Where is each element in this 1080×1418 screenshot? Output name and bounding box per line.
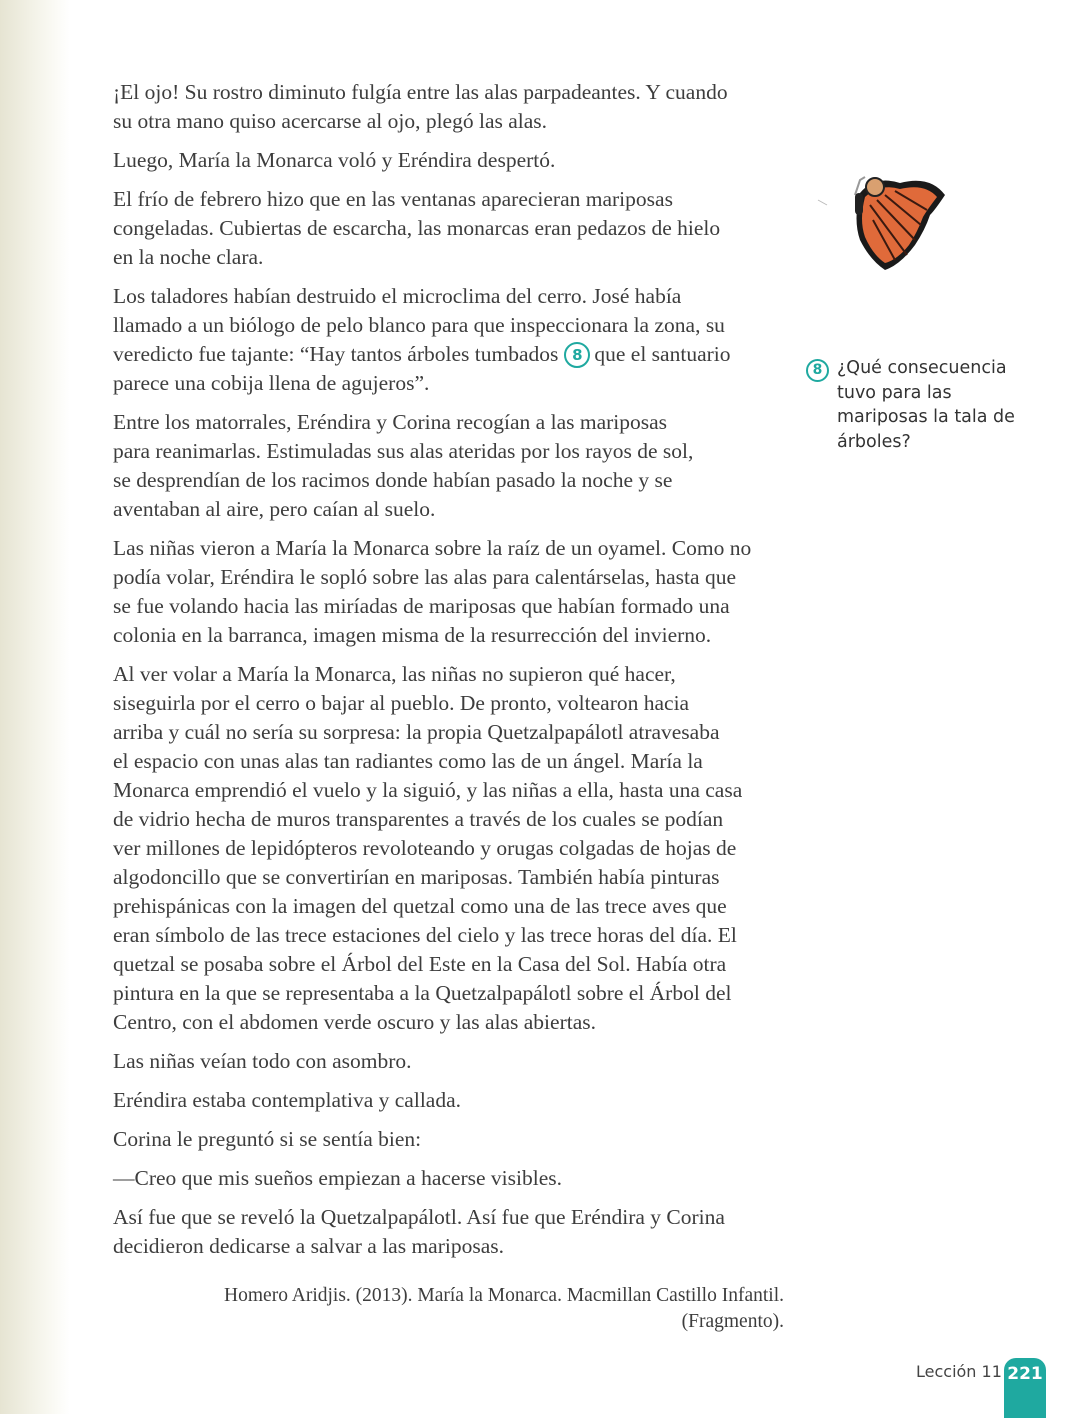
line-text: que el santuario — [594, 342, 731, 366]
line-text: —Creo que mis sueños empiezan a hacerse visibles. — [113, 1166, 562, 1190]
citation-line: Homero Aridjis. (2013). María la Monarca. Macmillan Castillo Infantil. — [224, 1285, 784, 1306]
line-text: El frío de febrero hizo que en las ventanas aparecieran mariposas — [113, 187, 673, 211]
text-line — [113, 805, 803, 834]
text-line — [113, 466, 803, 495]
text-line — [113, 747, 803, 776]
text-line — [113, 921, 803, 950]
paragraph — [113, 185, 803, 272]
line-text: de vidrio hecha de muros transparentes a través de los cuales se podían — [113, 807, 724, 831]
line-text: pintura en la que se representaba a la Quetzalpapálotl sobre el Árbol del — [113, 981, 732, 1005]
text-line — [113, 563, 803, 592]
line-text: eran símbolo de las trece estaciones del cielo y las trece horas del día. El — [113, 923, 737, 947]
paragraph — [113, 408, 803, 524]
line-text: ¡El ojo! Su rostro diminuto fulgía entre las alas parpadeantes. Y cuando — [113, 80, 728, 104]
line-text: el espacio con unas alas tan radiantes como las de un ángel. María la — [113, 749, 703, 773]
monarch-butterfly-image — [815, 165, 955, 275]
line-text: podía volar, Eréndira le sopló sobre las alas para calentárselas, hasta que — [113, 565, 736, 589]
text-line — [113, 689, 803, 718]
paragraph — [113, 1125, 803, 1154]
line-text: Los taladores habían destruido el microclima del cerro. José había — [113, 284, 682, 308]
text-line — [113, 1164, 803, 1193]
story-text — [113, 78, 803, 1271]
text-line — [113, 146, 803, 175]
line-text: colonia en la barranca, imagen misma de la resurrección del invierno. — [113, 623, 712, 647]
line-text: se fue volando hacia las miríadas de mariposas que habían formado una — [113, 594, 730, 618]
text-line — [113, 834, 803, 863]
line-text: Entre los matorrales, Eréndira y Corina recogían a las mariposas — [113, 410, 668, 434]
text-line — [113, 950, 803, 979]
text-line — [113, 621, 803, 650]
question-text: ¿Qué consecuencia tuvo para las mariposas la tala de árboles? — [837, 358, 1015, 452]
line-text: en la noche clara. — [113, 245, 264, 269]
text-line — [113, 437, 803, 466]
text-line — [113, 1047, 803, 1076]
text-line — [113, 311, 803, 340]
text-line — [113, 185, 803, 214]
question-number-badge: 8 — [806, 359, 829, 382]
line-text: Las niñas vieron a María la Monarca sobre la raíz de un oyamel. Como no — [113, 536, 752, 560]
line-text: veredicto fue tajante: “Hay tantos árboles tumbados — [113, 342, 559, 366]
line-text: aventaban al aire, pero caían al suelo. — [113, 497, 436, 521]
text-line — [113, 369, 803, 398]
text-line — [113, 863, 803, 892]
line-text: Luego, María la Monarca voló y Eréndira despertó. — [113, 148, 556, 172]
line-text: congeladas. Cubiertas de escarcha, las monarcas eran pedazos de hielo — [113, 216, 721, 240]
paragraph — [113, 660, 803, 1037]
text-line — [113, 78, 803, 107]
paragraph — [113, 534, 803, 650]
paragraph — [113, 1203, 803, 1261]
text-line — [113, 408, 803, 437]
line-text: Corina le preguntó si se sentía bien: — [113, 1127, 422, 1151]
text-line — [113, 282, 803, 311]
line-text: Monarca emprendió el vuelo y la siguió, y las niñas a ella, hasta una casa — [113, 778, 743, 802]
paragraph — [113, 282, 803, 398]
line-text: prehispánicas con la imagen del quetzal como una de las trece aves que — [113, 894, 727, 918]
line-text: para reanimarlas. Estimuladas sus alas ateridas por los rayos de sol, — [113, 439, 694, 463]
text-line — [113, 214, 803, 243]
text-line — [113, 1125, 803, 1154]
line-text: decidieron dedicarse a salvar a las mariposas. — [113, 1234, 505, 1258]
line-text: su otra mano quiso acercarse al ojo, plegó las alas. — [113, 109, 548, 133]
text-line — [113, 1086, 803, 1115]
line-text: llamado a un biólogo de pelo blanco para que inspeccionara la zona, su — [113, 313, 725, 337]
text-line — [113, 1232, 803, 1261]
citation — [224, 1283, 784, 1335]
line-text: siseguirla por el cerro o bajar al pueblo. De pronto, voltearon hacia — [113, 691, 690, 715]
text-line — [113, 776, 803, 805]
line-text: Eréndira estaba contemplativa y callada. — [113, 1088, 462, 1112]
lesson-label: Lección 11 — [916, 1362, 1002, 1381]
line-text: Las niñas veían todo con asombro. — [113, 1049, 412, 1073]
paragraph — [113, 146, 803, 175]
text-line — [113, 243, 803, 272]
text-line — [113, 340, 803, 369]
text-line — [113, 1203, 803, 1232]
line-text: Centro, con el abdomen verde oscuro y las alas abiertas. — [113, 1010, 596, 1034]
paragraph — [113, 1086, 803, 1115]
text-line — [113, 979, 803, 1008]
text-line — [113, 660, 803, 689]
line-text: ver millones de lepidópteros revoloteando y orugas colgadas de hojas de — [113, 836, 737, 860]
paragraph — [113, 1047, 803, 1076]
line-text: algodoncillo que se convertirían en mariposas. También había pinturas — [113, 865, 720, 889]
line-text: se desprendían de los racimos donde habían pasado la noche y se — [113, 468, 673, 492]
line-text: arriba y cuál no sería su sorpresa: la propia Quetzalpapálotl atravesaba — [113, 720, 720, 744]
page-edge-shadow — [0, 0, 70, 1414]
question-marker-badge: 8 — [564, 342, 590, 368]
line-text: quetzal se posaba sobre el Árbol del Este en la Casa del Sol. Había otra — [113, 952, 727, 976]
page-number: 221 — [1004, 1358, 1046, 1418]
text-line — [113, 592, 803, 621]
line-text: Así fue que se reveló la Quetzalpapálotl. Así fue que Eréndira y Corina — [113, 1205, 725, 1229]
text-line — [113, 718, 803, 747]
paragraph — [113, 78, 803, 136]
citation-line: (Fragmento). — [681, 1311, 784, 1332]
text-line — [113, 495, 803, 524]
margin-question — [806, 356, 1017, 454]
text-line — [113, 107, 803, 136]
line-text: parece una cobija llena de agujeros”. — [113, 371, 430, 395]
text-line — [113, 1008, 803, 1037]
paragraph — [113, 1164, 803, 1193]
text-line — [113, 892, 803, 921]
text-line — [113, 534, 803, 563]
line-text: Al ver volar a María la Monarca, las niñas no supieron qué hacer, — [113, 662, 676, 686]
